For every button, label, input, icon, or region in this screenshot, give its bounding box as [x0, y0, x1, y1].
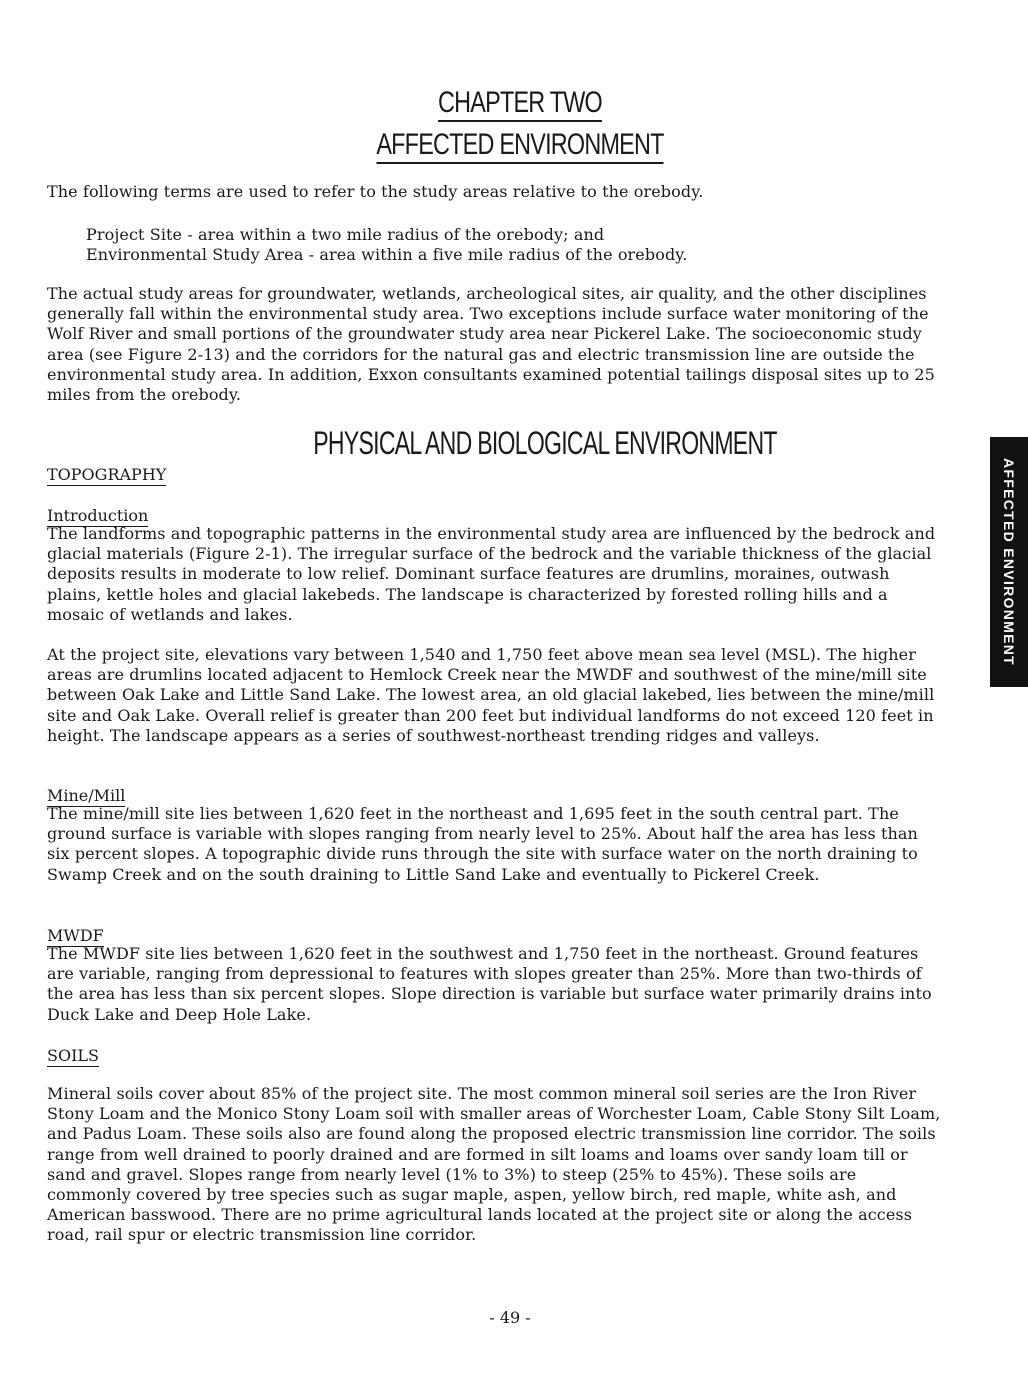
mine-mill-heading: Mine/Mill: [47, 786, 126, 805]
introduction-paragraph: The landforms and topographic patterns in the environmental study area are influenced by the bedrock and glacial materials (Figure 2-1). The irregular surface of the bedrock and the variable thickness of the glacial deposits results in moderate to low relief. Dominant surface features are drumlins, moraines, outwash plains, kettle holes and glacial lakebeds. The landscape is characterized by forested rolling hills and a mosaic of wetlands and lakes.: [47, 524, 936, 624]
study-areas-paragraph: The actual study areas for groundwater, wetlands, archeological sites, air quality, and the other disciplines generally fall within the environmental study area. Two exceptions include surface water monitoring of the Wolf River and small portions of the groundwater study area near Pickerel Lake. The socioeconomic study area (see Figure 2-13) and the corridors for the natural gas and electric transmission line are outside the environmental study area. In addition, Exxon consultants examined potential tailings disposal sites up to 25 miles from the orebody.: [47, 284, 935, 405]
mwdf-heading: MWDF: [47, 926, 104, 945]
soils-paragraph: Mineral soils cover about 85% of the project site. The most common mineral soil series are the Iron River Stony Loam and the Monico Stony Loam soil with smaller areas of Worchester Loam, Cable Stony Silt Loam, and Padus Loam. These soils also are found along the proposed electric transmission line corridor. The soils range from well drained to poorly drained and are formed in silt loams and loams over sandy loam till or sand and gravel. Slopes range from nearly level (1% to 3%) to steep (25% to 45%). These soils are commonly covered by tree species such as sugar maple, aspen, yellow birch, red maple, white ash, and American basswood. There are no prime agricultural lands located at the project site or along the access road, rail spur or electric transmission line corridor.: [47, 1084, 941, 1245]
introduction-heading: Introduction: [47, 506, 149, 525]
side-tab: [990, 437, 1028, 687]
soils-heading: SOILS: [47, 1046, 99, 1065]
chapter-subtitle: AFFECTED ENVIRONMENT: [333, 128, 707, 162]
mine-mill-paragraph: The mine/mill site lies between 1,620 feet in the northeast and 1,695 feet in the south central part. The ground surface is variable with slopes ranging from nearly level to 25%. About half the area has less than six percent slopes. A topographic divide runs through the site with surface water on the north draining to Swamp Creek and on the south draining to Little Sand Lake and eventually to Pickerel Creek.: [47, 804, 918, 884]
page-number: - 49 -: [489, 1308, 531, 1327]
side-tab-label: AFFECTED ENVIRONMENT: [1001, 458, 1017, 666]
definition-project-site: Project Site - area within a two mile radius of the orebody; and: [86, 225, 605, 244]
mwdf-paragraph: The MWDF site lies between 1,620 feet in the southwest and 1,750 feet in the northeast. Ground features are variable, ranging from depressional to features with slopes greater than 25%. More than two-thirds of the area has less than six percent slopes. Slope direction is variable but surface water primarily drains into Duck Lake and Deep Hole Lake.: [47, 944, 932, 1024]
project-site-paragraph: At the project site, elevations vary between 1,540 and 1,750 feet above mean sea level (MSL). The higher areas are drumlins located adjacent to Hemlock Creek near the MWDF and southwest of the mine/mill site between Oak Lake and Little Sand Lake. The lowest area, an old glacial lakebed, lies between the mine/mill site and Oak Lake. Overall relief is greater than 200 feet but individual landforms do not exceed 120 feet in height. The landscape appears as a series of southwest-northeast trending ridges and valleys.: [47, 645, 935, 745]
topography-heading: TOPOGRAPHY: [47, 465, 167, 484]
definition-environmental-study-area: Environmental Study Area - area within a five mile radius of the orebody.: [86, 245, 688, 264]
chapter-title: CHAPTER TWO: [333, 86, 707, 120]
section-heading: PHYSICAL AND BIOLOGICAL ENVIRONMENT: [313, 425, 777, 461]
intro-lead: The following terms are used to refer to the study areas relative to the orebody.: [47, 182, 704, 201]
